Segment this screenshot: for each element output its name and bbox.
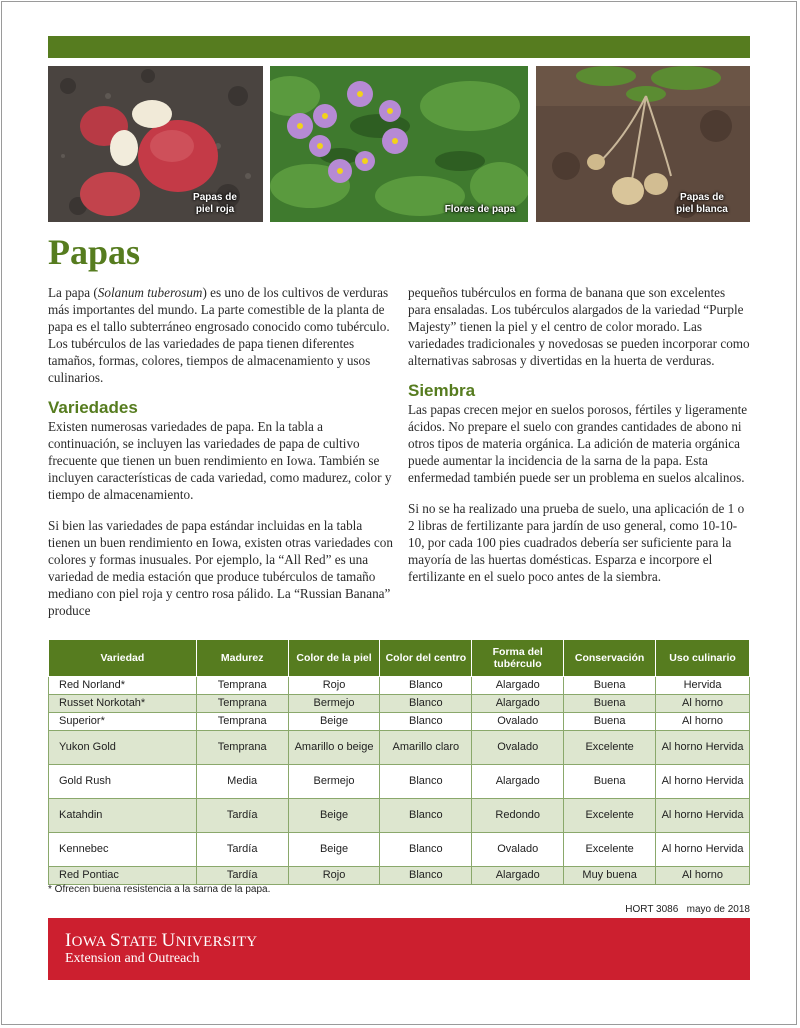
table-cell: Al horno Hervida [656,731,750,765]
table-header-row [49,640,750,677]
table-cell: Gold Rush [49,765,197,799]
table-header-cell: Forma del tubérculo [472,640,564,677]
table-cell: Media [196,765,288,799]
white-potatoes-photo [536,66,750,222]
table-cell: Hervida [656,677,750,695]
varieties-table [48,639,750,885]
table-cell: Beige [288,799,380,833]
siembra-paragraph-1: Las papas crecen mejor en suelos porosos, fértiles y ligeramente ácidos. No prepare el suelo con grandes cantidades de abono ni otros tipos de materia orgánica. La adición de materia orgánica puede aumentar la incidencia de la sarna de la papa. Esta enfermedad también puede ser un problema en suelos alcalinos. [408,402,748,485]
table-cell: Russet Norkotah* [49,695,197,713]
left-column [48,284,394,619]
table-row [49,799,750,833]
table-cell: Redondo [472,799,564,833]
isu-extension-label: Extension and Outreach [65,951,200,966]
table-cell: Amarillo claro [380,731,472,765]
table-cell: Excelente [564,799,656,833]
section-heading-variedades: Variedades [48,398,138,417]
table-cell: Buena [564,677,656,695]
table-cell: Superior* [49,713,197,731]
right-column [408,284,750,585]
variedades-paragraph-1: Existen numerosas variedades de papa. En la tabla a continuación, se incluyen las variedades de papa de cultivo frecuente que tienen un buen rendimiento en Iowa. También se incluyen características de cada variedad, como madurez, color y tiempo de almacenamiento. [48,419,392,502]
table-cell: Rojo [288,677,380,695]
continued-paragraph: pequeños tubérculos en forma de banana que son excelentes para ensaladas. Los tubérculos alargados de la variedad “Purple Majesty” tienen la piel y el centro de color morado. Las variedades tradicionales y novedosas se pueden incorporar como alternativas sabrosas y divertidas en la huerta de verduras. [408,285,750,368]
table-cell: Buena [564,713,656,731]
table-cell: Temprana [196,713,288,731]
table-row [49,731,750,765]
table-row [49,713,750,731]
variedades-paragraph-2: Si bien las variedades de papa estándar incluidas en la tabla tienen un buen rendimiento en Iowa, existen otras variedades con colores y formas inusuales. Por ejemplo, la “All Red” es una variedad de media estación que produce tubérculos de tamaño mediano con piel roja y centro rosa pálido. La “Russian Banana” produce [48,518,393,618]
table-cell: Beige [288,713,380,731]
table-cell: Bermejo [288,695,380,713]
photo-caption: Flores de papa [444,204,516,215]
photo-caption: Papas de piel blanca [676,192,728,215]
table-header-cell: Color del centro [380,640,472,677]
table-cell: Temprana [196,731,288,765]
table-cell: Blanco [380,867,472,885]
table-cell: Blanco [380,765,472,799]
table-footnote: * Ofrecen buena resistencia a la sarna de la papa. [48,884,271,895]
table-header-cell: Uso culinario [656,640,750,677]
table-row [49,695,750,713]
table-cell: Yukon Gold [49,731,197,765]
table-cell: Tardía [196,799,288,833]
potato-flowers-photo [270,66,528,222]
table-cell: Amarillo o beige [288,731,380,765]
table-cell: Excelente [564,833,656,867]
table-row [49,867,750,885]
table-cell: Blanco [380,677,472,695]
red-potatoes-photo [48,66,263,222]
table-cell: Ovalado [472,833,564,867]
table-cell: Excelente [564,731,656,765]
document-code: HORT 3086 mayo de 2018 [625,904,750,915]
section-heading-siembra: Siembra [408,381,476,400]
table-cell: Blanco [380,713,472,731]
table-cell: Alargado [472,677,564,695]
table-cell: Blanco [380,799,472,833]
table-cell: Kennebec [49,833,197,867]
table-header-cell: Variedad [49,640,197,677]
table-cell: Al horno [656,713,750,731]
isu-wordmark: IOWA STATE UNIVERSITY [65,930,258,951]
table-cell: Bermejo [288,765,380,799]
table-row [49,677,750,695]
table-cell: Al horno Hervida [656,799,750,833]
table-cell: Katahdin [49,799,197,833]
table-cell: Red Pontiac [49,867,197,885]
table-header-cell: Madurez [196,640,288,677]
page-title: Papas [48,232,141,272]
photo-caption: Papas de piel roja [193,192,237,215]
table-header-cell: Color de la piel [288,640,380,677]
table-cell: Ovalado [472,713,564,731]
siembra-paragraph-2: Si no se ha realizado una prueba de suelo, una aplicación de 1 o 2 libras de fertilizante para jardín de uso general, como 10-10-10, por cada 100 pies cuadrados debería ser suficiente para la mayoría de las huertas domésticas. Esparza e incorpore el fertilizante en el suelo poco antes de la siembra. [408,501,745,584]
table-cell: Al horno Hervida [656,765,750,799]
table-cell: Buena [564,765,656,799]
table-cell: Beige [288,833,380,867]
intro-paragraph: La papa (Solanum tuberosum) es uno de los cultivos de verduras más importantes del mundo. La parte comestible de la planta de papa es el tallo subterráneo engrosado conocido como tubérculo. Los tubérculos de las variedades de papa tienen diferentes tamaños, formas, colores, tiempos de almacenamiento y usos culinarios. [48,285,390,385]
table-row [49,833,750,867]
isu-footer-bar [48,918,750,980]
table-cell: Temprana [196,695,288,713]
table-row [49,765,750,799]
table-cell: Alargado [472,867,564,885]
table-cell: Alargado [472,695,564,713]
table-cell: Buena [564,695,656,713]
table-cell: Al horno [656,695,750,713]
table-cell: Temprana [196,677,288,695]
table-cell: Al horno Hervida [656,833,750,867]
table-cell: Tardía [196,867,288,885]
top-green-bar [48,36,750,58]
table-cell: Rojo [288,867,380,885]
table-cell: Ovalado [472,731,564,765]
table-cell: Red Norland* [49,677,197,695]
table-cell: Muy buena [564,867,656,885]
table-cell: Alargado [472,765,564,799]
table-header-cell: Conservación [564,640,656,677]
table-cell: Blanco [380,833,472,867]
table-cell: Al horno [656,867,750,885]
table-cell: Blanco [380,695,472,713]
table-cell: Tardía [196,833,288,867]
